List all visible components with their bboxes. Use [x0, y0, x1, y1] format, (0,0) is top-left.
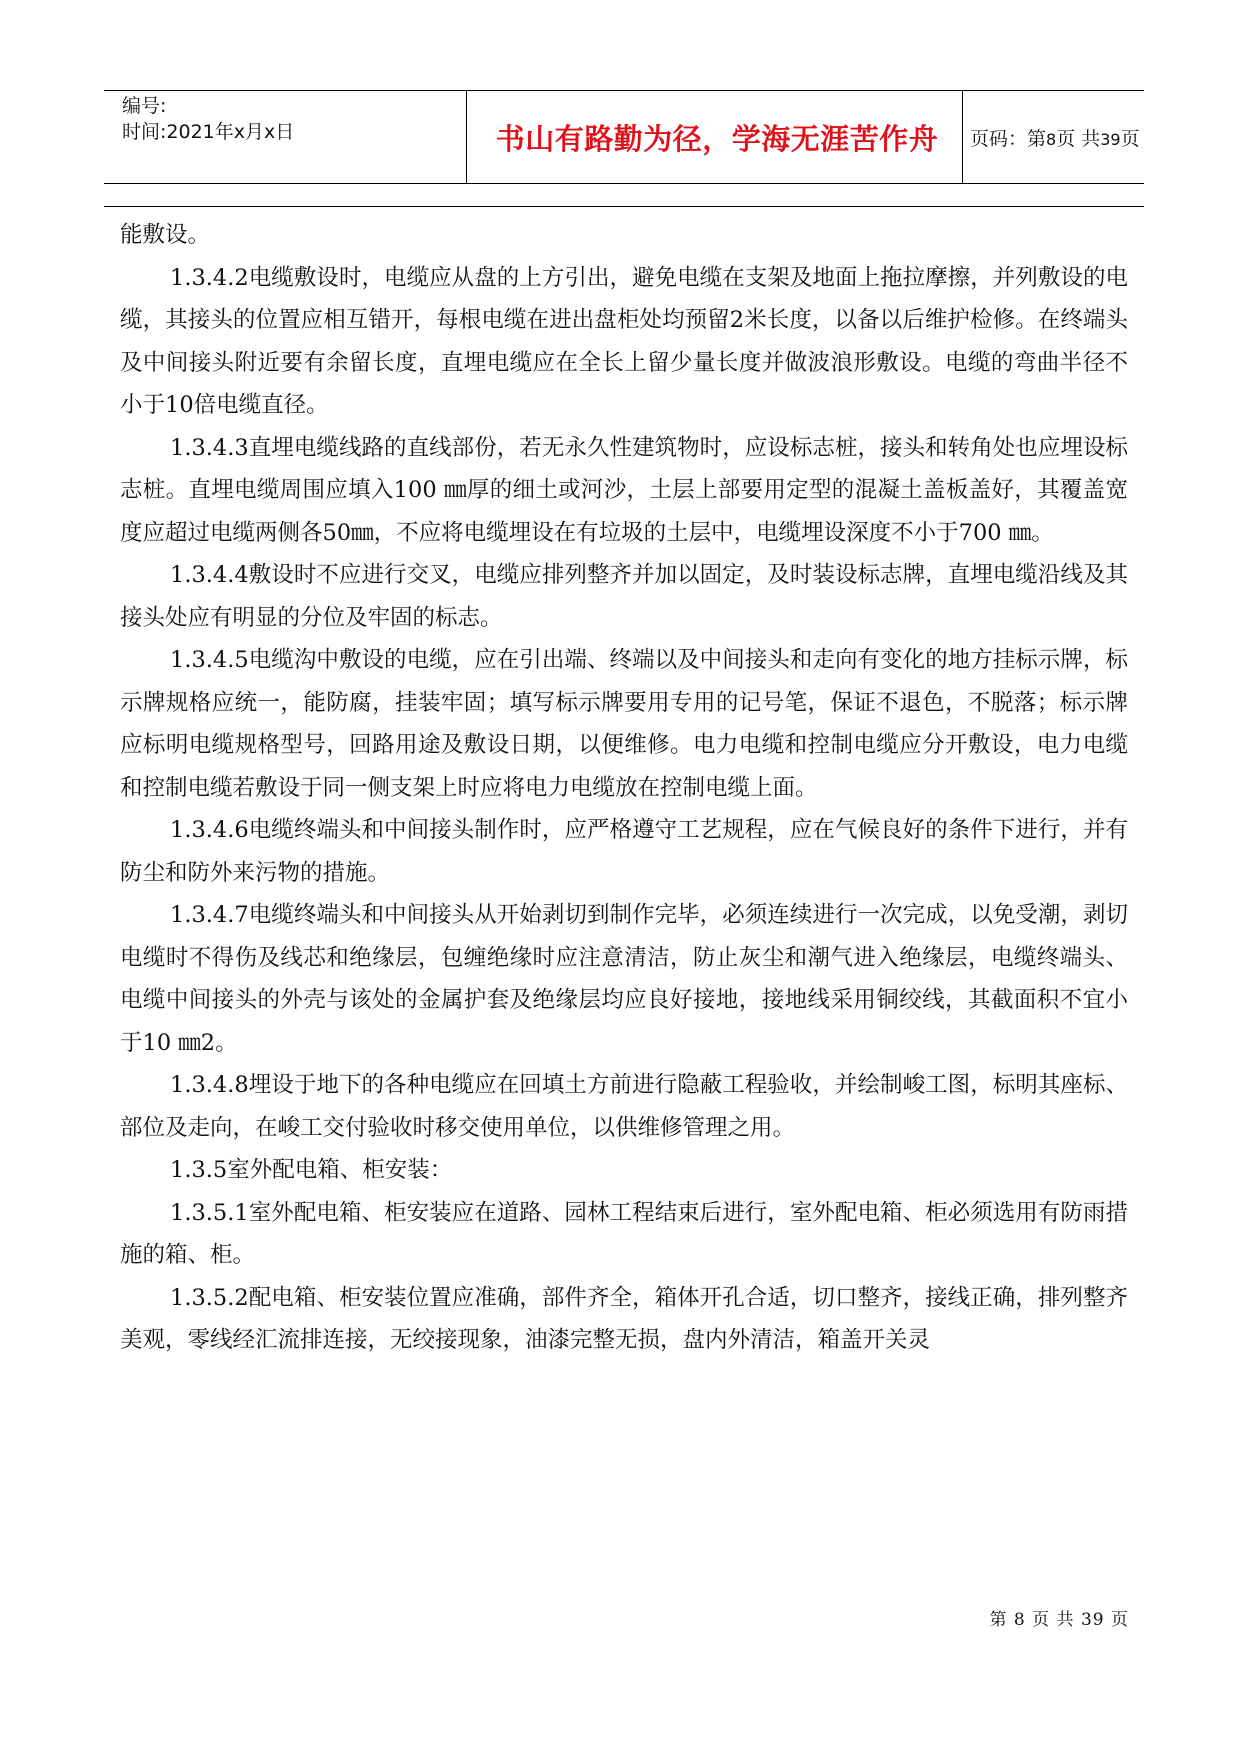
- page-mid: 页 共: [1056, 127, 1101, 150]
- header-motto-cell: [472, 91, 962, 183]
- paragraph: 1.3.4.3直埋电缆线路的直线部份，若无永久性建筑物时，应设标志桩，接头和转角处也应埋设标志桩。直埋电缆周围应填入100 ㎜厚的细土或河沙，土层上部要用定型的混凝土盖板盖好，其覆盖宽度应超过电缆两侧各50㎜，不应将电缆埋设在有垃圾的土层中，电缆埋设深度不小于700 ㎜。: [120, 434, 1128, 546]
- header-page-info: [970, 124, 1140, 151]
- paragraph: 1.3.4.6电缆终端头和中间接头制作时，应严格遵守工艺规程，应在气候良好的条件下进行，并有防尘和防外来污物的措施。: [120, 817, 1128, 886]
- paragraph: 1.3.4.2电缆敷设时，电缆应从盘的上方引出，避免电缆在支架及地面上拖拉摩擦，并列敷设的电缆，其接头的位置应相互错开，每根电缆在进出盘柜处均预留2米长度，以备以后维护检修。在终端头及中间接头附近要有余留长度，直埋电缆应在全长上留少量长度并做波浪形敷设。电缆的弯曲半径不小于10倍电缆直径。: [120, 264, 1128, 418]
- paragraph: 能敷设。: [120, 222, 211, 248]
- page-current: 8: [1046, 129, 1057, 149]
- paragraph: 1.3.4.8埋设于地下的各种电缆应在回填土方前进行隐蔽工程验收，并绘制峻工图，标明其座标、部位及走向，在峻工交付验收时移交使用单位，以供维修管理之用。: [120, 1072, 1128, 1141]
- paragraph: 1.3.4.4敷设时不应进行交叉，电缆应排列整齐并加以固定，及时装设标志牌，直埋电缆沿线及其接头处应有明显的分位及牢固的标志。: [120, 562, 1128, 631]
- header-divider-right: [962, 91, 963, 183]
- paragraph: 1.3.5.1室外配电箱、柜安装应在道路、园林工程结束后进行，室外配电箱、柜必须选用有防雨措施的箱、柜。: [120, 1199, 1128, 1268]
- page-prefix: 页码：第: [970, 127, 1047, 150]
- document-number-label: 编号:: [122, 95, 167, 117]
- page-total: 39: [1100, 129, 1121, 149]
- header-underline: [104, 206, 1144, 207]
- header-divider-left: [466, 91, 467, 183]
- page-suffix: 页: [1120, 127, 1140, 150]
- header-motto: 书山有路勤为径，学海无涯苦作舟: [495, 121, 939, 156]
- paragraph: 1.3.5室外配电箱、柜安装：: [170, 1157, 453, 1183]
- paragraph: 1.3.4.5电缆沟中敷设的电缆，应在引出端、终端以及中间接头和走向有变化的地方挂标示牌，标示牌规格应统一，能防腐，挂装牢固；填写标示牌要用专用的记号笔，保证不退色，不脱落；标示牌应标明电缆规格型号，回路用途及敷设日期，以便维修。电力电缆和控制电缆应分开敷设，电力电缆和控制电缆若敷设于同一侧支架上时应将电力电缆放在控制电缆上面。: [120, 647, 1128, 801]
- document-time-label: 时间:2021年x月x日: [122, 121, 295, 143]
- page-header: [104, 90, 1144, 184]
- header-meta: [116, 91, 466, 183]
- document-body: [120, 214, 1128, 1362]
- header-page-cell: [970, 91, 1144, 183]
- page-footer: 第 8 页 共 39 页: [989, 1610, 1129, 1630]
- paragraph: 1.3.4.7电缆终端头和中间接头从开始剥切到制作完毕，必须连续进行一次完成，以免受潮，剥切电缆时不得伤及线芯和绝缘层，包缠绝缘时应注意清洁，防止灰尘和潮气进入绝缘层，电缆终端头、电缆中间接头的外壳与该处的金属护套及绝缘层均应良好接地，接地线采用铜绞线，其截面积不宜小于10 ㎜2。: [120, 902, 1128, 1056]
- paragraph: 1.3.5.2配电箱、柜安装位置应准确，部件齐全，箱体开孔合适，切口整齐，接线正确，排列整齐美观，零线经汇流排连接，无绞接现象，油漆完整无损，盘内外清洁，箱盖开关灵: [120, 1284, 1128, 1353]
